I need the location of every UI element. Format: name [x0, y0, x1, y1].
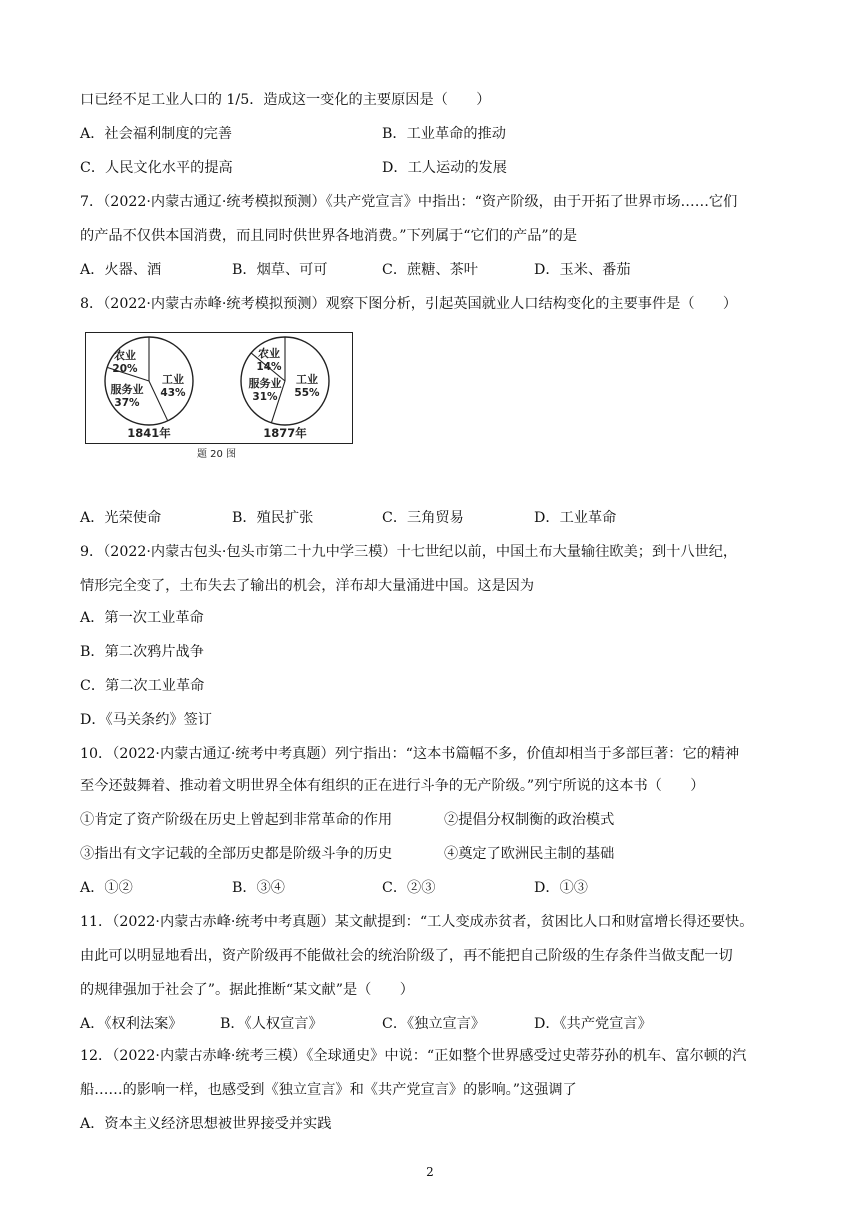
question-12-stem-cont: 船……的影响一样，也感受到《独立宣言》和《共产党宣言》的影响。”这强调了 [80, 1082, 577, 1098]
q8-option-b: B．殖民扩张 [232, 510, 314, 526]
pie-2-slice-value: 14% [256, 361, 282, 373]
pie-2-year-label: 1877年 [263, 426, 307, 440]
question-6-stem: 口已经不足工业人口的 1/5．造成这一变化的主要原因是（ ） [80, 92, 491, 108]
q10-statement-4: ④奠定了欧洲民主制的基础 [444, 846, 615, 862]
q7-option-a: A．火器、酒 [80, 262, 162, 278]
q10-option-b: B．③④ [232, 880, 285, 896]
pie-1-year-label: 1841年 [127, 426, 171, 440]
employment-pie-figure [85, 332, 353, 444]
question-11-stem-cont2: 的规律强加于社会了”。据此推断“某文献”是（ ） [80, 982, 414, 998]
question-10-stem-cont: 至今还鼓舞着、推动着文明世界全体有组织的正在进行斗争的无产阶级。”列宁所说的这本书（ ） [80, 778, 705, 794]
q7-option-b: B．烟草、可可 [232, 262, 328, 278]
q10-option-c: C．②③ [382, 880, 436, 896]
figure-caption: 题 20 图 [197, 449, 237, 460]
q8-option-d: D．工业革命 [534, 510, 617, 526]
q6-option-b: B．工业革命的推动 [382, 126, 506, 142]
q7-option-c: C．蔗糖、茶叶 [382, 262, 478, 278]
question-11-stem-cont: 由此可以明显地看出，资产阶级再不能做社会的统治阶级了，再不能把自己阶级的生存条件当做支配一切 [80, 948, 733, 964]
pie-2-slice-value: 55% [294, 387, 320, 399]
q6-option-c: C．人民文化水平的提高 [80, 160, 233, 176]
q10-statement-3: ③指出有文字记载的全部历史都是阶级斗争的历史 [80, 846, 393, 862]
q10-statement-2: ②提倡分权制衡的政治模式 [444, 812, 615, 828]
question-7-stem: 7．（2022·内蒙古通辽·统考模拟预测）《共产党宣言》中指出：“资产阶级，由于开拓了世界市场……它们 [80, 194, 738, 210]
question-8-stem: 8．（2022·内蒙古赤峰·统考模拟预测）观察下图分析，引起英国就业人口结构变化的主要事件是（ ） [80, 296, 738, 312]
q11-option-b: B．《人权宣言》 [220, 1016, 323, 1032]
pie-1-slice-name: 工业 [162, 373, 184, 386]
q8-option-a: A．光荣使命 [80, 510, 162, 526]
pie-2-slice-name: 服务业 [248, 377, 282, 390]
q10-statement-1: ①肯定了资产阶级在历史上曾起到非常革命的作用 [80, 812, 393, 828]
pie-1-slice-name: 服务业 [110, 383, 144, 396]
pie-2-slice-name: 工业 [296, 373, 318, 386]
q10-option-d: D．①③ [534, 880, 588, 896]
pie-1-slice-value: 43% [160, 387, 186, 399]
pie-2-slice-name: 农业 [258, 347, 280, 360]
question-9-stem: 9．（2022·内蒙古包头·包头市第二十九中学三模）十七世纪以前，中国土布大量输往欧美；到十八世纪， [80, 544, 738, 560]
q9-option-a: A．第一次工业革命 [80, 610, 204, 626]
pie-2-slice-value: 31% [252, 391, 278, 403]
q11-option-c: C．《独立宣言》 [382, 1016, 486, 1032]
q11-option-a: A．《权利法案》 [80, 1016, 183, 1032]
q12-option-a: A．资本主义经济思想被世界接受并实践 [80, 1116, 332, 1132]
q9-option-c: C．第二次工业革命 [80, 678, 205, 694]
pie-1-slice-name: 农业 [114, 349, 136, 362]
q10-option-a: A．①② [80, 880, 133, 896]
q6-option-a: A．社会福利制度的完善 [80, 126, 233, 142]
page-number: 2 [426, 1165, 434, 1179]
q11-option-d: D．《共产党宣言》 [534, 1016, 652, 1032]
q9-option-b: B．第二次鸦片战争 [80, 644, 204, 660]
pie-charts [86, 333, 352, 443]
question-7-stem-cont: 的产品不仅供本国消费，而且同时供世界各地消费。”下列属于“它们的产品”的是 [80, 228, 578, 244]
pie-1-slice-value: 20% [112, 363, 138, 375]
question-11-stem: 11．（2022·内蒙古赤峰·统考中考真题）某文献提到：“工人变成赤贫者，贫困比人口和财富增长得还要快。 [80, 914, 754, 930]
q9-option-d: D．《马关条约》签订 [80, 712, 212, 728]
q7-option-d: D．玉米、番茄 [534, 262, 631, 278]
question-12-stem: 12．（2022·内蒙古赤峰·统考三模）《全球通史》中说：“正如整个世界感受过史蒂芬孙的机车、富尔顿的汽 [80, 1048, 747, 1064]
q8-option-c: C．三角贸易 [382, 510, 464, 526]
pie-1-slice-value: 37% [114, 397, 140, 409]
q6-option-d: D．工人运动的发展 [382, 160, 507, 176]
question-9-stem-cont: 情形完全变了，土布失去了输出的机会，洋布却大量涌进中国。这是因为 [80, 578, 535, 594]
question-10-stem: 10．（2022·内蒙古通辽·统考中考真题）列宁指出：“这本书篇幅不多，价值却相当于多部巨著：它的精神 [80, 746, 740, 762]
